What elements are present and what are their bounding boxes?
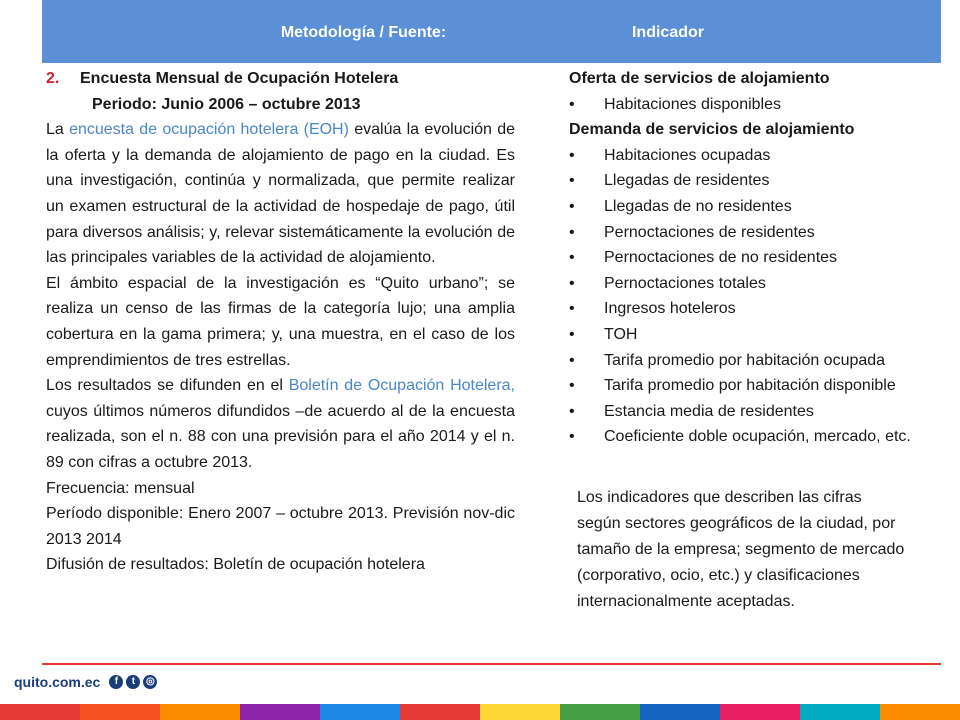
indicator-label: Llegadas de no residentes xyxy=(604,197,792,215)
demand-list xyxy=(569,143,939,450)
bullet-icon: • xyxy=(569,249,575,267)
indicator-label: Estancia media de residentes xyxy=(604,402,814,420)
twitter-icon[interactable]: t xyxy=(126,675,140,689)
bullet-icon: • xyxy=(569,274,575,292)
bullet-icon: • xyxy=(569,172,575,190)
item-title-row xyxy=(46,66,515,92)
color-stripe xyxy=(800,704,880,720)
indicator-list-item xyxy=(569,348,939,374)
indicator-label: Pernoctaciones de residentes xyxy=(604,223,815,241)
indicator-label: TOH xyxy=(604,325,638,343)
indicator-list-item xyxy=(569,220,939,246)
indicator-list-item xyxy=(569,245,939,271)
bullet-icon: • xyxy=(569,428,575,446)
indicator-label: Habitaciones ocupadas xyxy=(604,146,771,164)
paragraph-scope: El ámbito espacial de la investigación es “Quito urbano”; se realiza un censo de las firmas de la categoría lujo; una amplia cobertura en la gama primera; y, una muestra, en el caso de los emprendimientos de tres estrellas. xyxy=(46,274,515,369)
indicator-label: Tarifa promedio por habitación disponible xyxy=(604,377,896,395)
indicator-list-item xyxy=(569,271,939,297)
indicator-note: Los indicadores que describen las cifras según sectores geográficos de la ciudad, por tamaño de la empresa; segmento de mercado (corporativo, ocio, etc.) y clasificaciones internacionalmente aceptadas. xyxy=(577,489,905,610)
social-icons xyxy=(106,675,157,689)
header-methodology: Metodología / Fuente: xyxy=(280,24,447,41)
indicator-label: Habitaciones disponibles xyxy=(604,95,781,113)
color-stripe xyxy=(880,704,960,720)
color-stripe xyxy=(240,704,320,720)
bulletin-link[interactable]: Boletín de Ocupación Hotelera, xyxy=(288,377,515,395)
bullet-icon: • xyxy=(569,325,575,343)
paragraph-results xyxy=(46,373,515,475)
color-stripe xyxy=(480,704,560,720)
color-stripe xyxy=(560,704,640,720)
item-title: Encuesta Mensual de Ocupación Hotelera xyxy=(80,70,399,87)
indicator-list-item xyxy=(569,92,939,118)
color-stripe xyxy=(320,704,400,720)
dissemination-line: Difusión de resultados: Boletín de ocupación hotelera xyxy=(46,556,425,574)
eoh-link[interactable]: encuesta de ocupación hotelera (EOH) xyxy=(69,121,349,139)
indicator-list-item xyxy=(569,143,939,169)
indicator-column xyxy=(569,66,939,450)
supply-heading: Oferta de servicios de alojamiento xyxy=(569,70,830,87)
bullet-icon: • xyxy=(569,377,575,395)
table-header xyxy=(42,0,941,63)
indicator-label: Pernoctaciones totales xyxy=(604,274,766,292)
color-stripe xyxy=(640,704,720,720)
bullet-icon: • xyxy=(569,351,575,369)
item-number: 2. xyxy=(46,70,60,87)
bullet-icon: • xyxy=(569,402,575,420)
color-stripe-bar xyxy=(0,704,960,720)
p3-before: Los resultados se difunden en el xyxy=(46,377,289,395)
methodology-column xyxy=(46,66,515,578)
p1-after: evalúa la evolución de la oferta y la demanda de alojamiento de pago en la ciudad. Es una investigación, continúa y normalizada, que permite realizar un examen estructural de la actividad de hospedaje de pago, útil para diversos análisis; y, relevar sistemáticamente la evolución de las principales variables de la actividad de alojamiento. xyxy=(46,121,516,267)
paragraph-survey xyxy=(46,117,515,271)
facebook-icon[interactable]: f xyxy=(109,675,123,689)
indicator-label: Pernoctaciones de no residentes xyxy=(604,249,838,267)
indicator-list-item xyxy=(569,424,939,450)
bullet-icon: • xyxy=(569,300,575,318)
indicator-list-item xyxy=(569,296,939,322)
color-stripe xyxy=(0,704,80,720)
p1-before: La xyxy=(46,121,70,139)
available-period-line: Período disponible: Enero 2007 – octubre 2013. Previsión nov-dic 2013 2014 xyxy=(46,505,515,548)
color-stripe xyxy=(160,704,240,720)
footer-brand[interactable] xyxy=(14,674,157,690)
indicator-list-item xyxy=(569,373,939,399)
frequency-line: Frecuencia: mensual xyxy=(46,479,195,497)
footer-divider xyxy=(42,663,941,665)
indicator-list-item xyxy=(569,194,939,220)
brand-text: quito.com.ec xyxy=(14,674,101,690)
period-line: Periodo: Junio 2006 – octubre 2013 xyxy=(92,95,361,113)
bullet-icon: • xyxy=(569,146,575,164)
indicator-label: Llegadas de residentes xyxy=(604,172,770,190)
indicator-list-item xyxy=(569,322,939,348)
header-indicator: Indicador xyxy=(631,24,704,41)
indicator-label: Tarifa promedio por habitación ocupada xyxy=(604,351,886,369)
bullet-icon: • xyxy=(569,95,575,113)
indicator-list-item xyxy=(569,399,939,425)
indicator-label: Ingresos hoteleros xyxy=(604,300,736,318)
p3-after: cuyos últimos números difundidos –de acuerdo al de la encuesta realizada, son el n. 88 con una previsión para el año 2014 y el n. 89 con cifras a octubre 2013. xyxy=(46,402,515,471)
color-stripe xyxy=(80,704,160,720)
bullet-icon: • xyxy=(569,197,575,215)
indicator-list-item xyxy=(569,168,939,194)
instagram-icon[interactable]: ◎ xyxy=(143,675,157,689)
demand-heading: Demanda de servicios de alojamiento xyxy=(569,121,855,139)
bullet-icon: • xyxy=(569,223,575,241)
indicator-label: Coeficiente doble ocupación, mercado, etc. xyxy=(604,428,911,446)
color-stripe xyxy=(720,704,800,720)
supply-list xyxy=(569,92,939,118)
color-stripe xyxy=(400,704,480,720)
